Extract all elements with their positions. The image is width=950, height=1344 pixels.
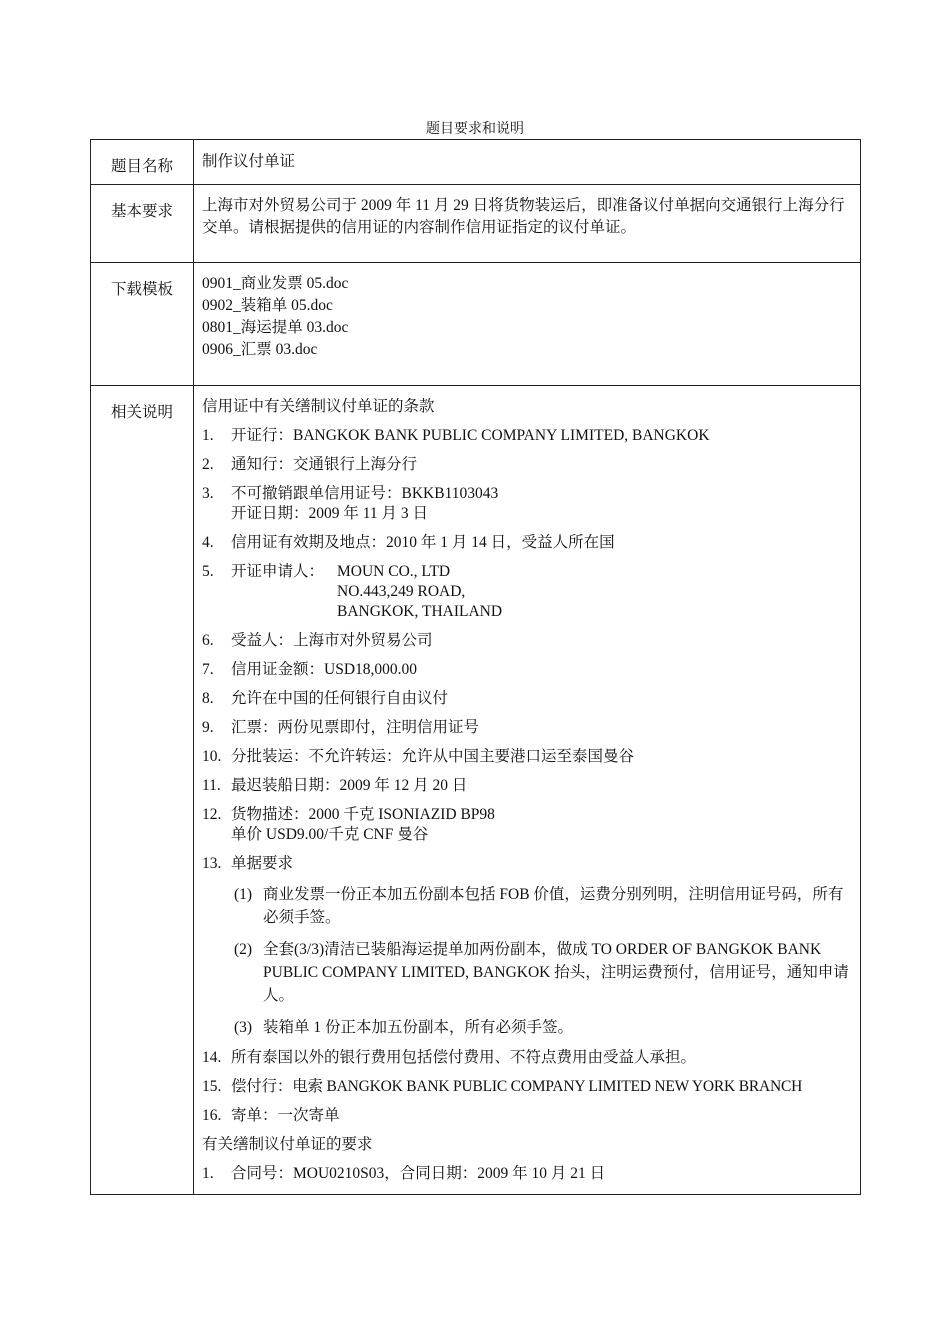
item-text: 货物描述：2000 千克 ISONIAZID BP98	[231, 806, 495, 823]
item-text: 偿付行：电索 BANGKOK BANK PUBLIC COMPANY LIMITED NEW YORK BRANCH	[231, 1078, 803, 1095]
item-number: 9.	[202, 719, 214, 736]
item-text: 允许在中国的任何银行自由议付	[231, 690, 449, 707]
basic-requirement: 上海市对外贸易公司于 2009 年 11 月 29 日将货物装运后，即准备议付单据向交通银行上海分行交单。请根据提供的信用证的内容制作信用证指定的议付单证。	[194, 185, 861, 263]
item-text: 合同号：MOU0210S03，合同日期：2009 年 10 月 21 日	[231, 1165, 606, 1182]
task-name: 制作议付单证	[194, 140, 861, 185]
address-line: NO.443,249 ROAD,	[337, 583, 466, 600]
list-item	[202, 1048, 852, 1068]
item-number: 10.	[202, 748, 222, 765]
list-item	[202, 1106, 852, 1126]
item-text: 分批装运：不允许转运：允许从中国主要港口运至泰国曼谷	[231, 748, 635, 765]
row-label-basic: 基本要求	[91, 185, 194, 263]
item-number: 6.	[202, 632, 214, 649]
item-text: 信用证金额：USD18,000.00	[231, 661, 418, 678]
row-label-name: 题目名称	[91, 140, 194, 185]
list-item	[202, 455, 852, 475]
applicant-label: 开证申请人：	[231, 563, 325, 580]
notes-heading: 有关缮制议付单证的要求	[202, 1136, 373, 1153]
address-line: MOUN CO., LTD	[337, 563, 451, 580]
template-list	[194, 263, 861, 386]
sub-item	[202, 938, 852, 1007]
list-item	[202, 533, 852, 553]
sub-item-text: 全套(3/3)清洁已装船海运提单加两份副本，做成 TO ORDER OF BANGKOK BANK PUBLIC COMPANY LIMITED, BANGKOK 抬头，注明运费预付，信用证号，通知申请人。	[263, 941, 849, 1004]
sub-item	[202, 883, 852, 929]
item-number: 1.	[202, 427, 214, 444]
item-number: 8.	[202, 690, 214, 707]
list-item	[202, 776, 852, 796]
list-item	[202, 631, 852, 651]
item-text: 汇票：两份见票即付，注明信用证号	[231, 719, 480, 736]
template-file-link[interactable]: 0801_海运提单 03.doc	[202, 319, 349, 336]
item-text: 通知行：交通银行上海分行	[231, 456, 418, 473]
item-number: 13.	[202, 855, 222, 872]
table-row	[91, 263, 861, 386]
list-item	[202, 660, 852, 680]
item-text: 最迟装船日期：2009 年 12 月 20 日	[231, 777, 468, 794]
list-item	[202, 1164, 852, 1184]
list-item	[202, 689, 852, 709]
item-number: 15.	[202, 1078, 222, 1095]
sub-item-text: 装箱单 1 份正本加五份副本，所有必须手签。	[263, 1019, 574, 1036]
template-file-link[interactable]: 0901_商业发票 05.doc	[202, 275, 349, 292]
sub-item-number: (2)	[234, 941, 253, 958]
item-number: 16.	[202, 1107, 222, 1124]
item-number: 12.	[202, 806, 222, 823]
list-item	[202, 805, 852, 845]
requirements-table	[90, 139, 861, 1195]
list-item	[202, 747, 852, 767]
address-line: BANGKOK, THAILAND	[337, 603, 503, 620]
item-number: 11.	[202, 777, 221, 794]
item-number: 14.	[202, 1049, 222, 1066]
list-item	[202, 484, 852, 524]
item-number: 1.	[202, 1165, 214, 1182]
item-text: 寄单：一次寄单	[231, 1107, 340, 1124]
item-text-block	[231, 805, 852, 845]
applicant-block	[231, 562, 852, 622]
applicant-address	[337, 562, 502, 622]
list-item	[202, 854, 852, 874]
item-text: 单据要求	[231, 855, 294, 872]
item-number: 7.	[202, 661, 214, 678]
item-number: 4.	[202, 534, 214, 551]
table-row	[91, 140, 861, 185]
page-title: 题目要求和说明	[426, 121, 524, 137]
item-number: 3.	[202, 485, 214, 502]
table-row	[91, 386, 861, 1195]
list-item	[202, 562, 852, 622]
list-item	[202, 718, 852, 738]
item-text: 开证行：BANGKOK BANK PUBLIC COMPANY LIMITED, BANGKOK	[231, 427, 710, 444]
template-file-link[interactable]: 0902_装箱单 05.doc	[202, 297, 333, 314]
item-text: 信用证有效期及地点：2010 年 1 月 14 日，受益人所在国	[231, 534, 615, 551]
item-text: 受益人：上海市对外贸易公司	[231, 632, 433, 649]
template-file-link[interactable]: 0906_汇票 03.doc	[202, 341, 318, 358]
table-row	[91, 185, 861, 263]
list-item	[202, 426, 852, 446]
item-text: 不可撤销跟单信用证号：BKKB1103043	[231, 485, 499, 502]
item-text: 单价 USD9.00/千克 CNF 曼谷	[231, 826, 429, 843]
row-label-templates: 下载模板	[91, 263, 194, 386]
item-text: 所有泰国以外的银行费用包括偿付费用、不符点费用由受益人承担。	[231, 1049, 697, 1066]
item-text: 开证日期：2009 年 11 月 3 日	[231, 505, 429, 522]
list-item	[202, 1077, 852, 1097]
item-number: 2.	[202, 456, 214, 473]
sub-item-number: (3)	[234, 1019, 253, 1036]
item-text-block	[231, 484, 852, 524]
item-number: 5.	[202, 563, 214, 580]
sub-item-text: 商业发票一份正本加五份副本包括 FOB 价值，运费分别列明，注明信用证号码，所有必须手签。	[263, 886, 844, 926]
notes-heading: 信用证中有关缮制议付单证的条款	[202, 398, 435, 415]
sub-item-number: (1)	[234, 886, 253, 903]
sub-item	[202, 1016, 852, 1039]
notes-content	[194, 386, 861, 1195]
row-label-notes: 相关说明	[91, 386, 194, 1195]
